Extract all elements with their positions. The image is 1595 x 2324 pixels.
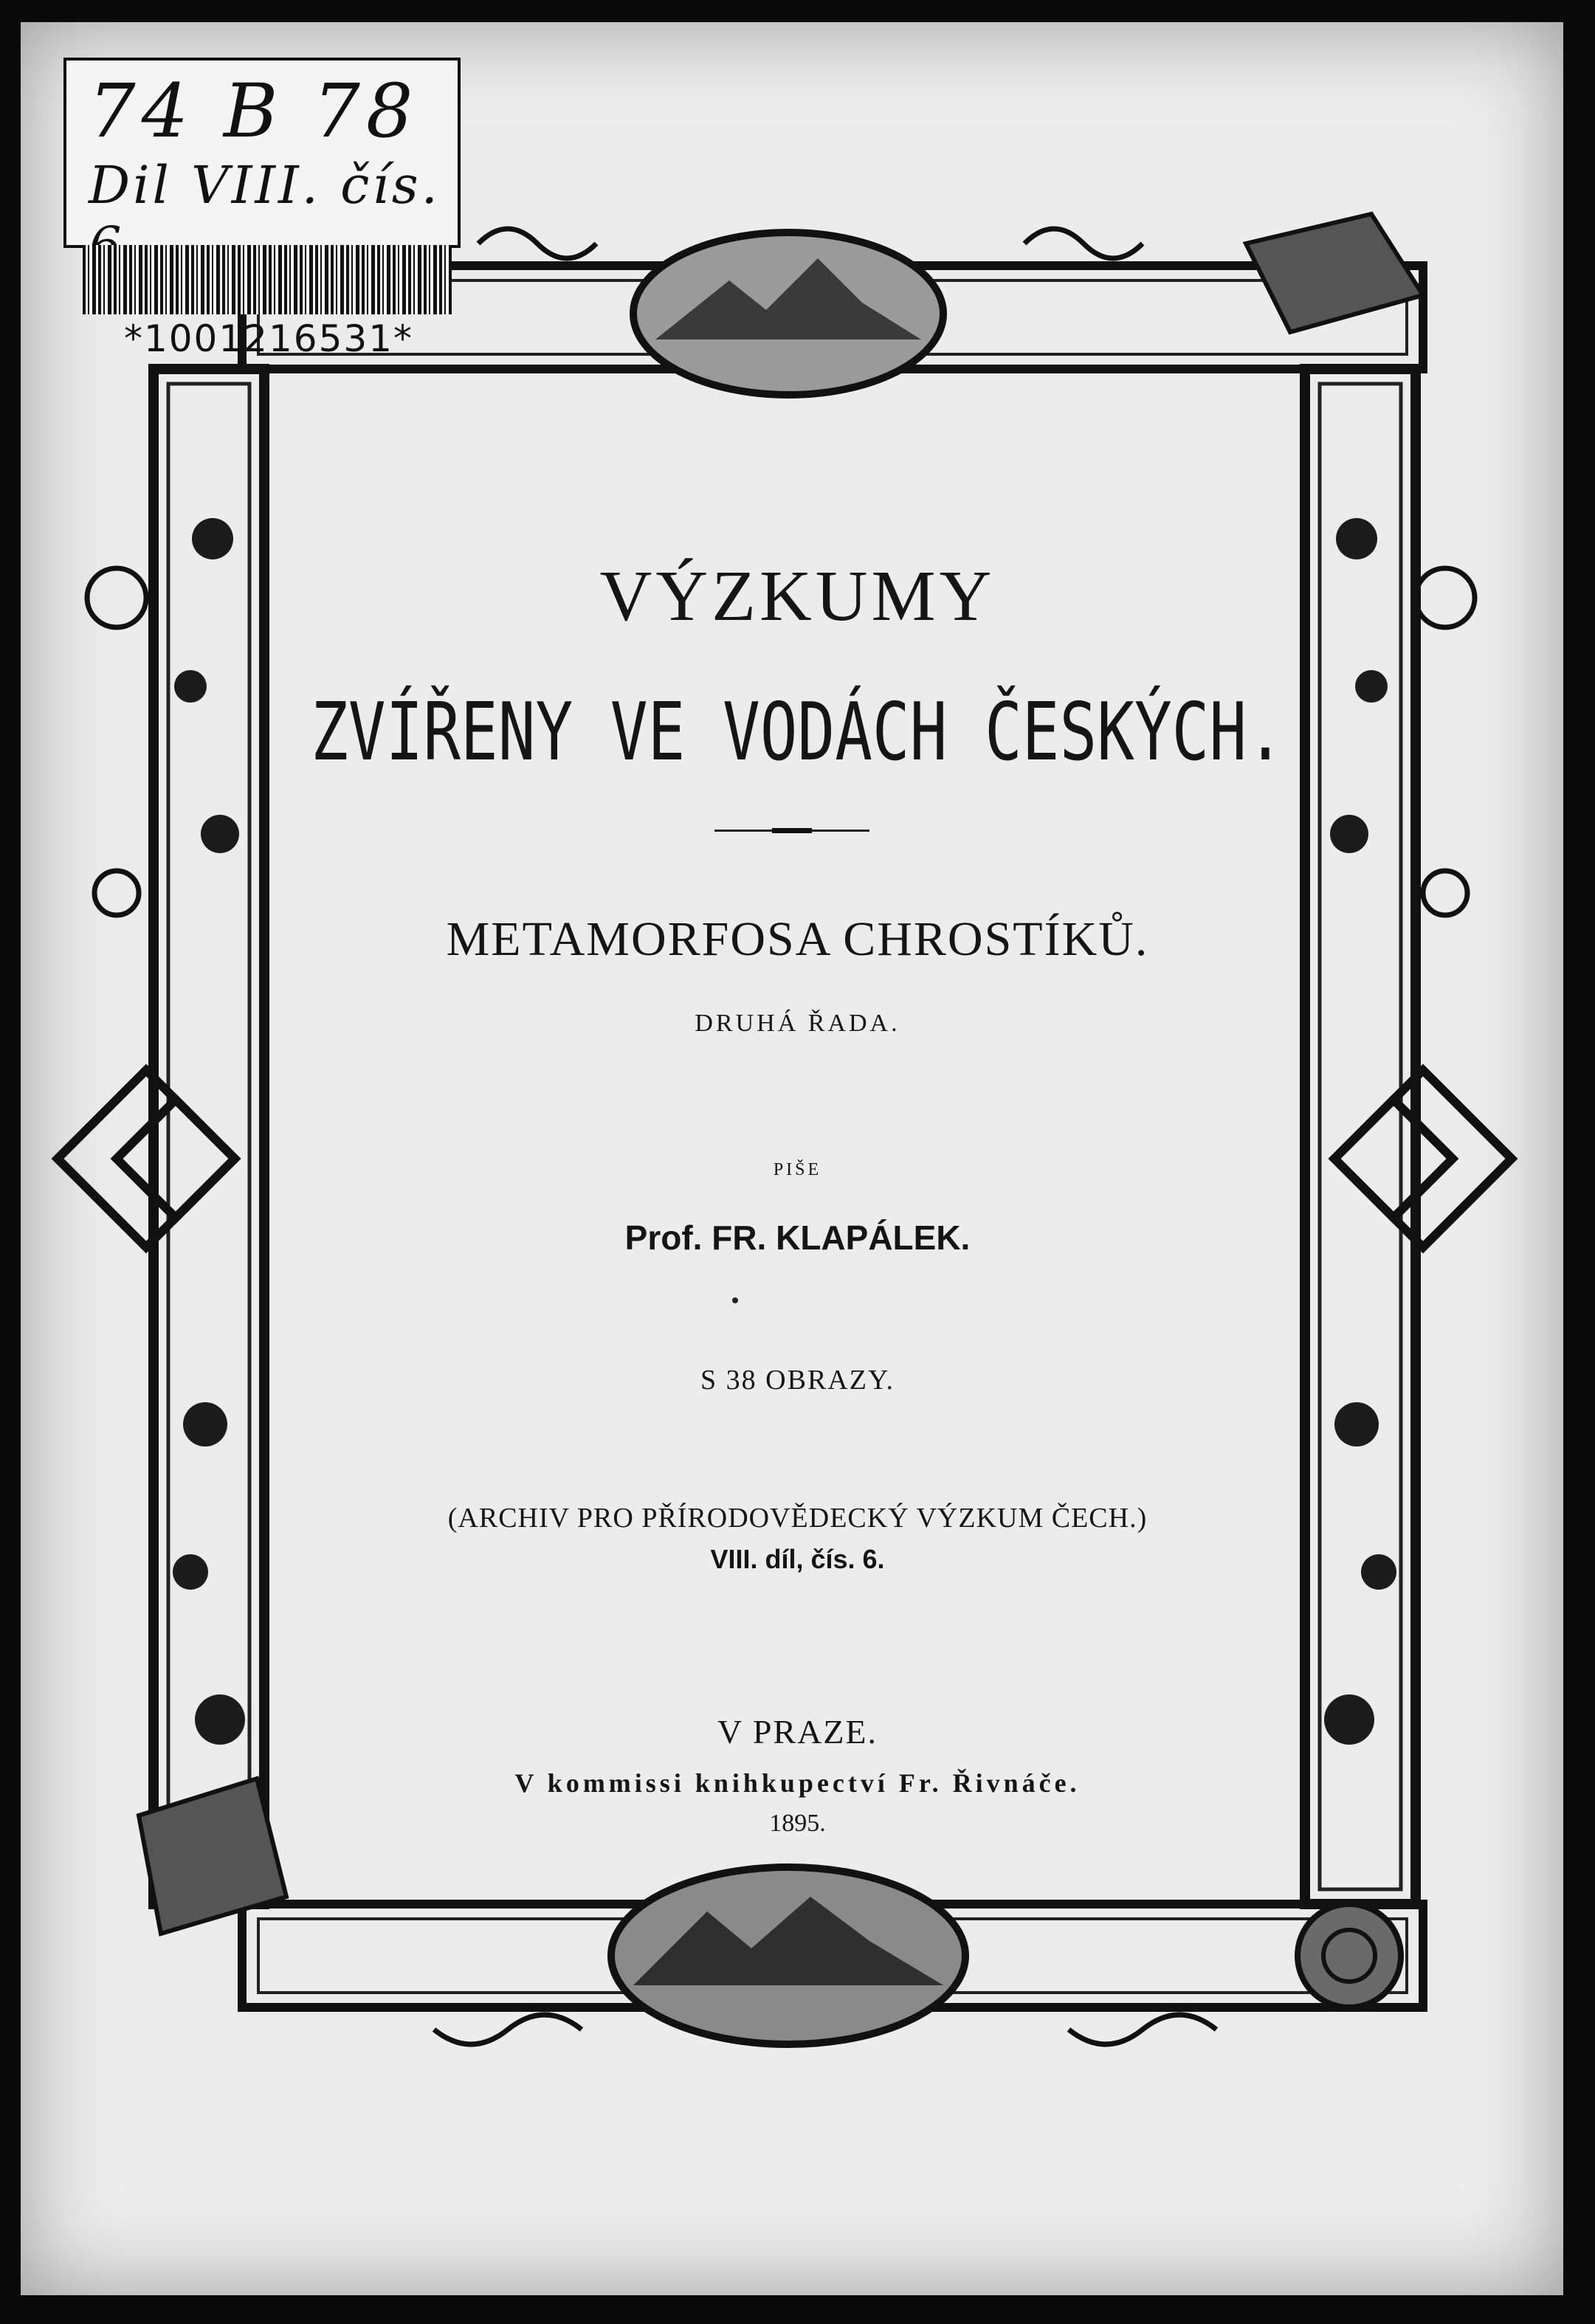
volume-note: Dil VIII. čís. <box>89 155 441 215</box>
title-line-2: ZVÍŘENY VE VODÁCH ČESKÝCH. <box>311 686 1284 779</box>
title-rule <box>714 830 869 832</box>
illustrations-note: S 38 OBRAZY. <box>700 1365 895 1396</box>
barcode <box>83 245 452 314</box>
imprint-year: 1895. <box>769 1810 826 1837</box>
imprint-publisher: V kommissi knihkupectví Fr. Řivnáče. <box>514 1768 1081 1798</box>
volume-number: VIII. díl, čís. 6. <box>710 1544 885 1574</box>
divider-dot <box>732 1297 738 1303</box>
shelfmark: 74 B 78 <box>89 68 419 154</box>
ornamental-frame <box>21 22 1563 2295</box>
library-label <box>63 58 461 248</box>
subtitle: METAMORFOSA CHROSTÍKŮ. <box>446 912 1149 966</box>
imprint-place: V PRAZE. <box>717 1713 878 1751</box>
title-page <box>21 22 1563 2295</box>
title-line-1: VÝZKUMY <box>599 556 996 636</box>
barcode-number: *1001216531* <box>123 317 414 360</box>
author-name: Prof. FR. KLAPÁLEK. <box>624 1218 971 1257</box>
series-note: DRUHÁ ŘADA. <box>695 1010 900 1037</box>
author-prefix: PIŠE <box>773 1160 822 1179</box>
archive-series: (ARCHIV PRO PŘÍRODOVĚDECKÝ VÝZKUM ČECH.) <box>447 1503 1148 1534</box>
